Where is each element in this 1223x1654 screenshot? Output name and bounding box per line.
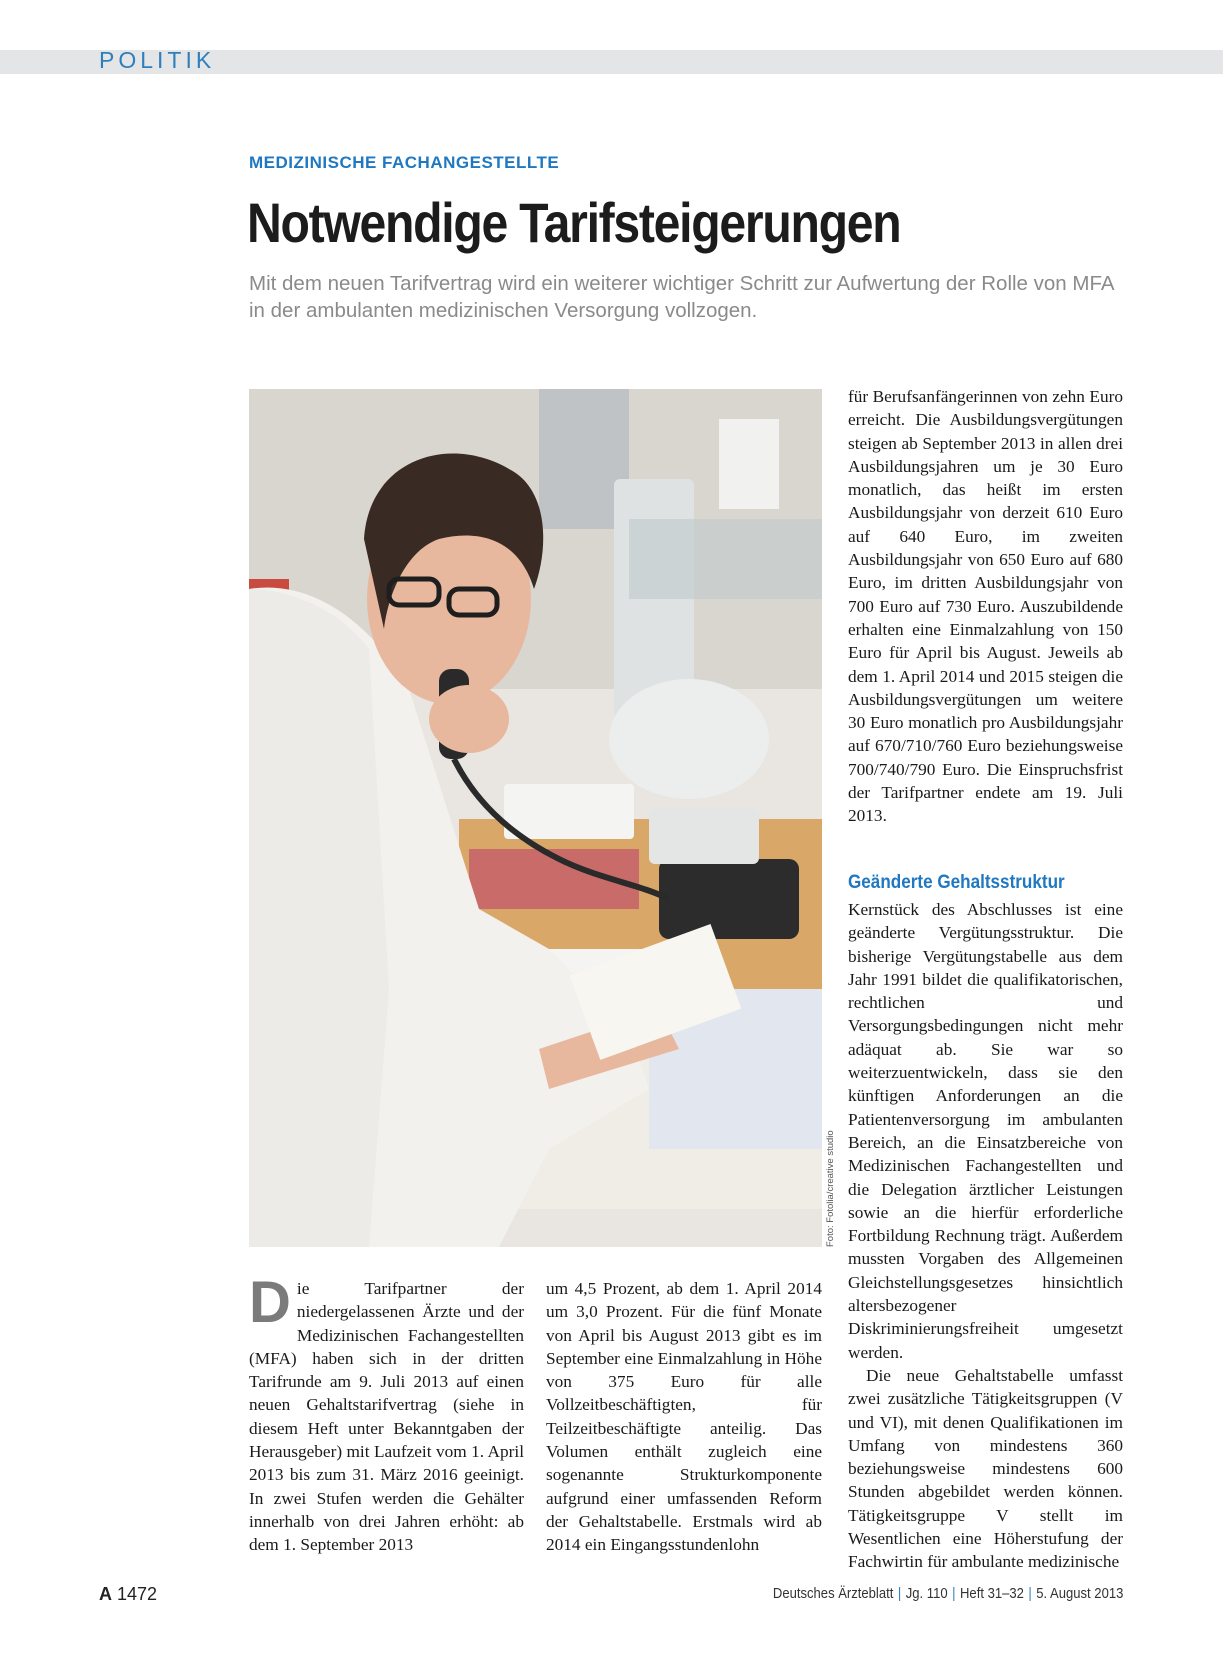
page-number bbox=[99, 1584, 157, 1605]
article-body-text: für Berufsanfängerinnen von zehn Euro erreicht. Die Ausbildungsvergütungen steigen ab September 2013 in allen drei Ausbildungsjahren um je 30 Euro monatlich, das heißt im ersten Ausbildungsjahr von derzeit 610 Euro auf 640 Euro, im zweiten Ausbildungsjahr von 650 Euro auf 680 Euro, im dritten Ausbildungsjahr von 700 Euro auf 730 Euro. Auszubildende erhalten eine Einmalzahlung von 150 Euro für April bis August. Jeweils ab dem 1. April 2014 und 2015 steigen die Ausbildungsvergütungen um weitere 30 Euro monatlich pro Ausbildungsjahr auf 670/710/760 Euro beziehungsweise 700/740/790 Euro. Die Einspruchsfrist der Tarifpartner endete am 19. Juli 2013. bbox=[848, 387, 1123, 826]
journal-volume: Jg. 110 bbox=[905, 1586, 948, 1602]
page-prefix: A bbox=[99, 1584, 112, 1604]
journal-issue: Heft 31–32 bbox=[959, 1586, 1024, 1602]
article-kicker: MEDIZINISCHE FACHANGESTELLTE bbox=[249, 153, 560, 172]
article-photo bbox=[249, 389, 822, 1247]
article-body-text: Die neue Gehaltstabelle umfasst zwei zusätzliche Tätigkeitsgruppen (V und VI), mit denen Qualifikationen im Umfang von mindestens 360 beziehungsweise mindestens 600 Stunden abgebildet werden können. Tätigkeitsgruppe V stellt im Wesentlichen eine Höherstufung der Fachwirtin für ambulante medizinische bbox=[848, 1365, 1123, 1572]
article-column-1 bbox=[249, 1270, 524, 1557]
article-body-text: Kernstück des Abschlusses ist eine geänderte Vergütungsstruktur. Die bisherige Vergütungstabelle aus dem Jahr 1991 bildet die qualifikatorischen, rechtlichen und Versorgungsbedingungen nicht mehr adäquat ab. Sie war so weiterzuentwickeln, dass sie den künftigen Anforderungen an die Patientenversorgung im ambulanten Bereich, an die Einsatzbereiche von Medizinischen Fachangestellten und die Delegation ärztlicher Leistungen sowie an die hierfür erforderliche Fortbildung Rechnung trägt. Außerdem mussten Vorgaben des Allgemeinen Gleichstellungsgesetzes hinsichtlich altersbezogener Diskriminierungsfreiheit umgesetzt werden. bbox=[848, 900, 1123, 1362]
section-label: POLITIK bbox=[99, 47, 216, 73]
footer-citation: Deutsches Ärzteblatt | Jg. 110 | Heft 31–32 | 5. August 2013 bbox=[772, 1586, 1123, 1602]
article-column-3 bbox=[848, 385, 1123, 828]
journal-date: 5. August 2013 bbox=[1035, 1586, 1123, 1602]
page-number-value: 1472 bbox=[117, 1584, 158, 1604]
article-body-text: um 4,5 Prozent, ab dem 1. April 2014 um 3,0 Prozent. Für die fünf Monate von April bis August 2013 gibt es im September eine Einmalzahlung in Höhe von 375 Euro für alle Vollzeitbeschäftigten, für Teilzeitbeschäftigte anteilig. Das Volumen enthält zugleich eine sogenannte Strukturkomponente aufgrund einer umfassenden Reform der Gehaltstabelle. Erstmals wird ab 2014 ein Eingangsstundenlohn bbox=[546, 1279, 822, 1555]
article-column-3-continued bbox=[848, 898, 1123, 1574]
journal-name: Deutsches Ärzteblatt bbox=[772, 1586, 894, 1602]
dropcap: D bbox=[249, 1270, 291, 1335]
article-body-text: ie Tarifpartner der niedergelassenen Ärzte und der Medizinischen Fachangestellten (MFA) haben sich in der dritten Tarifrunde am 9. Juli 2013 auf einen neuen Gehaltstarifvertrag (siehe in diesem Heft unter Bekanntgaben der Herausgeber) mit Laufzeit vom 1. April 2013 bis zum 31. März 2016 geeinigt. In zwei Stufen werden die Gehälter innerhalb von drei Jahren erhöht: ab dem 1. September 2013 bbox=[249, 1279, 524, 1555]
article-column-2 bbox=[546, 1277, 822, 1557]
article-dek: Mit dem neuen Tarifvertrag wird ein weiterer wichtiger Schritt zur Aufwertung der Rolle von MFA in der ambulanten medizinischen Versorgung vollzogen. bbox=[249, 272, 1114, 322]
article-subhead: Geänderte Gehaltsstruktur bbox=[848, 872, 1065, 893]
photo-credit: Foto: Fotolia/creative studio bbox=[825, 1130, 836, 1247]
article-title: Notwendige Tarifsteigerungen bbox=[247, 191, 901, 254]
